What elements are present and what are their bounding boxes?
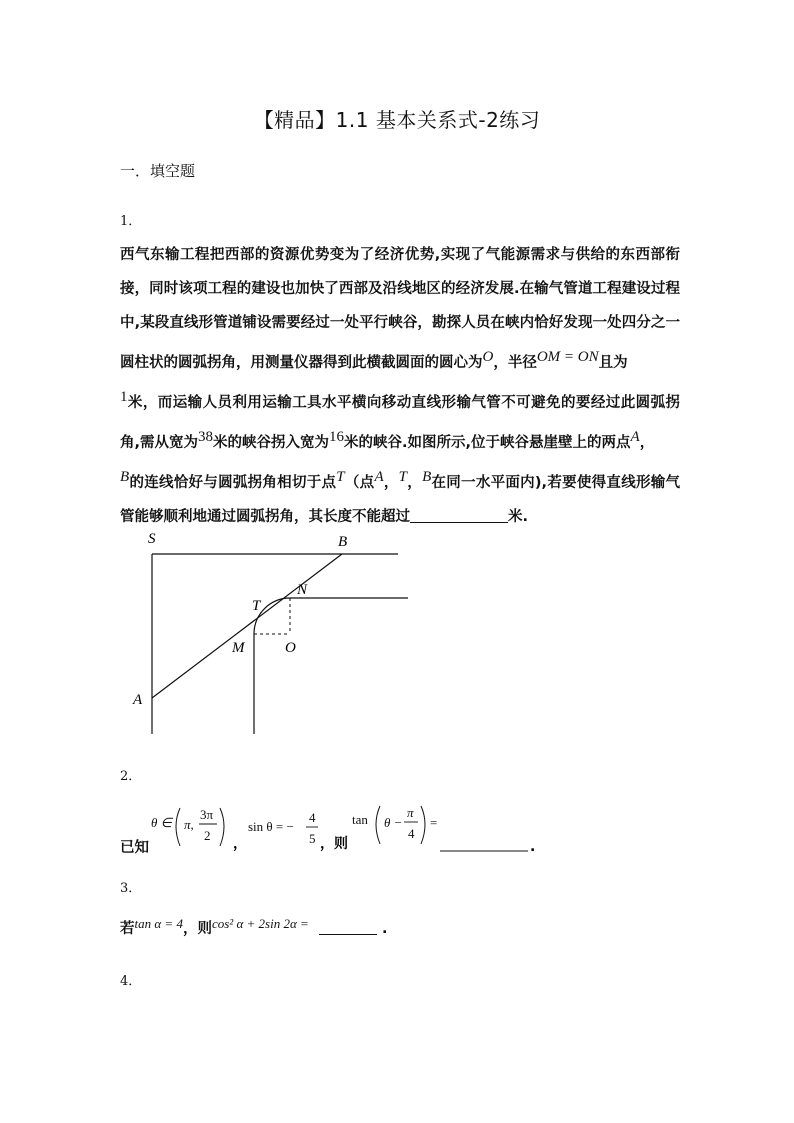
answer-blank-1[interactable]: [410, 506, 508, 523]
label-B: B: [338, 534, 348, 550]
math-expression: cos² α + 2sin 2α =: [211, 916, 309, 931]
svg-text:θ −: θ −: [384, 815, 403, 830]
section-heading: 一．填空题: [120, 162, 196, 180]
label-M: M: [232, 640, 245, 656]
tangent-line-AB: [152, 554, 342, 698]
svg-text:，则: ，则: [320, 836, 348, 852]
svg-text:sin θ = −: sin θ = −: [248, 819, 294, 834]
question-4-number: 4．: [120, 974, 142, 989]
svg-text:π: π: [407, 805, 414, 820]
svg-text:4: 4: [408, 826, 415, 841]
question-2-formula: [148, 800, 568, 856]
page-title: 【精品】1.1 基本关系式-2练习: [253, 108, 541, 132]
svg-text:3π: 3π: [200, 807, 214, 822]
math-38: 38: [198, 429, 214, 445]
label-A: A: [133, 692, 143, 708]
answer-blank-3[interactable]: [319, 918, 377, 935]
math-1: 1: [120, 389, 128, 405]
math-O: O: [482, 349, 494, 365]
question-3-number: 3．: [120, 881, 142, 896]
question-3-text: 若tan α = 4，则cos² α + 2sin 2α = .: [120, 916, 388, 937]
svg-text:5: 5: [309, 831, 316, 846]
svg-text:2: 2: [204, 828, 211, 843]
math-tan-alpha: tan α = 4: [134, 916, 183, 931]
svg-text:=: =: [430, 815, 438, 830]
label-T: T: [252, 598, 261, 614]
svg-text:4: 4: [309, 810, 316, 825]
svg-text:π,: π,: [184, 817, 194, 832]
question-1-text: 西气东输工程把西部的资源优势变为了经济优势,实现了气能源需求与供给的东西部衔接，同时该项工程的建设也加快了西部及沿线地区的经济发展.在输气管道工程建设过程中,某段直线形管道铺设需要经过一处平行峡谷，勘探人员在峡内恰好发现一处四分之一圆柱状的圆弧拐角，用测量仪器得到此横截圆面的圆心为O，半径OM = ON且为 1米，而运输人员利用运输工具水平横向移动直线形输气管不可避免的要经过此圆弧拐角,需从宽为38米的峡谷拐入宽为16米的峡谷.如图所示,位于峡谷悬崖壁上的两点A， B的连线恰好与圆弧拐角相切于点T（点A，T，B在同一水平面内),若要使得直线形输气管能够顺利地通过圆弧拐角，其长度不能超过 米.: [120, 247, 681, 525]
label-N: N: [297, 582, 308, 598]
math-16: 16: [329, 429, 345, 445]
svg-text:tan: tan: [352, 812, 368, 827]
svg-text:θ ∈: θ ∈: [151, 815, 172, 830]
question-2-text: 已知 θ ∈ π, 3π 2 ， sin θ = − 4 5 ，则 tan θ − π 4 = .: [120, 800, 680, 860]
svg-text:，: ，: [233, 836, 247, 852]
label-O: O: [285, 640, 296, 656]
math-OM-ON: OM = ON: [536, 349, 599, 365]
canyon-diagram: [130, 526, 420, 738]
question-2-number: 2．: [120, 769, 142, 784]
svg-text:.: .: [530, 839, 536, 855]
label-S: S: [148, 531, 156, 547]
question-1-number: 1．: [120, 214, 142, 229]
